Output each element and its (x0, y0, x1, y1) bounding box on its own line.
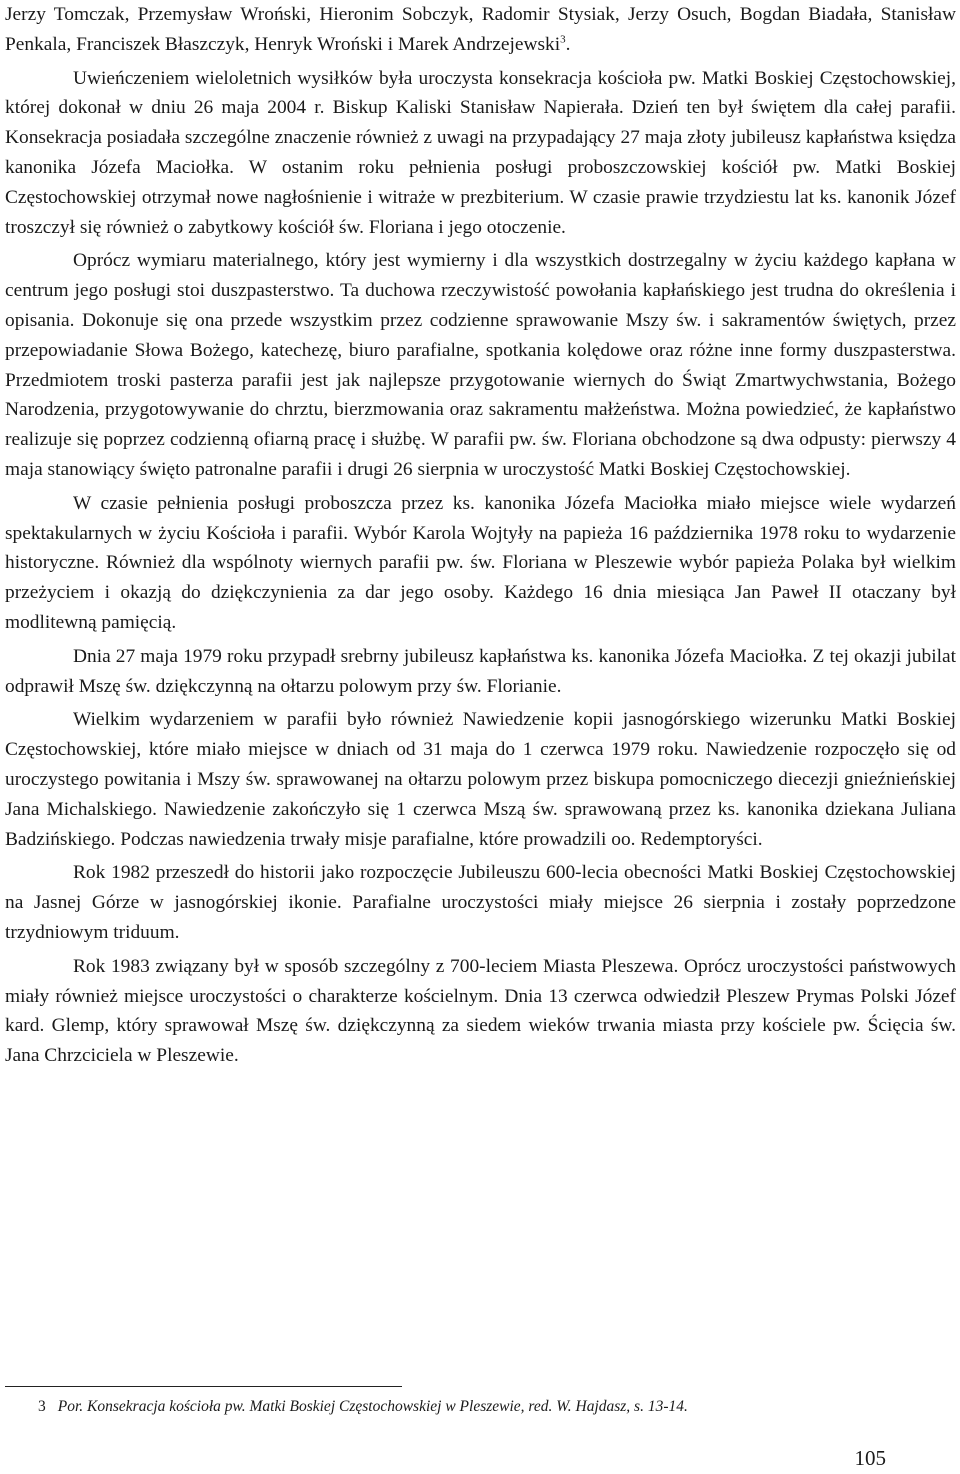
paragraph: Wielkim wydarzeniem w parafii było również Nawiedzenie kopii jasnogórskiego wizerunku Matki Boskiej Częstochowskiej, które miało miejsce w dniach od 31 maja do 1 czerwca 1979 roku. Nawiedzenie rozpoczęło się od uroczystego powitania i Mszy św. sprawowanej na ołtarzu polowym przez biskupa pomocniczego diecezji gnieźnieńskiej Jana Michalskiego. Nawiedzenie zakończyło się 1 czerwca Mszą św. sprawowaną przez ks. kanonika dziekana Juliana Badzińskiego. Podczas nawiedzenia trwały misje parafialne, które prowadzili oo. Redemptoryści. (5, 709, 956, 850)
main-text (5, 0, 956, 1071)
paragraph-text-tail: . (565, 33, 571, 55)
footnote-divider (5, 1386, 402, 1387)
paragraph: Rok 1982 przeszedł do historii jako rozpoczęcie Jubileuszu 600-lecia obecności Matki Boskiej Częstochowskiej na Jasnej Górze w jasnogórskiej ikonie. Parafialne uroczystości miały miejsce 26 sierpnia i zostały poprzedzone trzydniowym triduum. (5, 862, 956, 943)
paragraph: Dnia 27 maja 1979 roku przypadł srebrny jubileusz kapłaństwa ks. kanonika Józefa Maciołka. Z tej okazji jubilat odprawił Mszę św. dziękczynną na ołtarzu polowym przy św. Florianie. (5, 645, 956, 697)
footnote-reference: 3 (560, 33, 566, 46)
paragraph: Rok 1983 związany był w sposób szczególny z 700-leciem Miasta Pleszewa. Oprócz uroczystości państwowych miały również miejsce uroczystości o charakterze kościelnym. Dnia 13 czerwca odwiedził Pleszew Prymas Polski Józef kard. Glemp, który sprawował Mszę św. dziękczynną za siedem wieków trwania miasta przy kościele pw. Ścięcia św. Jana Chrzciciela w Pleszewie. (5, 955, 956, 1067)
paragraph: Uwieńczeniem wieloletnich wysiłków była uroczysta konsekracja kościoła pw. Matki Boskiej Częstochowskiej, której dokonał w dniu 26 maja 2004 r. Biskup Kaliski Stanisław Napierała. Dzień ten był świętem dla całej parafii. Konsekracja posiadała szczególne znaczenie również z uwagi na przypadający 27 maja złoty jubileusz kapłaństwa księdza kanonika Józefa Maciołka. W ostanim roku pełnienia posługi proboszczowskiej kościół pw. Matki Boskiej Częstochowskiej otrzymał nowe nagłośnienie i witraże w prezbiterium. W czasie prawie trzydziestu lat ks. kanonik Józef troszczył się również o zabytkowy kościół św. Floriana i jego otoczenie. (5, 67, 956, 238)
paragraph-text: Jerzy Tomczak, Przemysław Wroński, Hieronim Sobczyk, Radomir Stysiak, Jerzy Osuch, Bogdan Biadała, Stanisław Penkala, Franciszek Błaszczyk, Henryk Wroński i Marek Andrzejewski (5, 4, 956, 55)
footnote-text: Por. Konsekracja kościoła pw. Matki Boskiej Częstochowskiej w Pleszewie, red. W. Hajdasz, s. 13-14. (57, 1398, 688, 1415)
page-body (5, 0, 956, 1071)
page-number: 105 (854, 1446, 886, 1470)
paragraph: W czasie pełnienia posługi proboszcza przez ks. kanonika Józefa Maciołka miało miejsce wiele wydarzeń spektakularnych w życiu Kościoła i parafii. Wybór Karola Wojtyły na papieża 16 października 1978 roku to wydarzenie historyczne. Również dla wspólnoty wiernych parafii pw. św. Floriana w Pleszewie wybór papieża Polaka był wielkim przeżyciem i okazją do dziękczynienia za dar jego osoby. Każdego 16 dnia miesiąca Jan Paweł II otaczany był modlitewną pamięcią. (5, 492, 956, 633)
paragraph (5, 0, 956, 60)
paragraph: Oprócz wymiaru materialnego, który jest wymierny i dla wszystkich dostrzegalny w życiu każdego kapłana w centrum jego posługi stoi duszpasterstwo. Ta duchowa rzeczywistość powołania kapłańskiego jest trudna do określenia i opisania. Dokonuje się ona przede wszystkim przez codzienne sprawowanie Mszy św. i sakramentów świętych, przez przepowiadanie Słowa Bożego, katechezę, biuro parafialne, spotkania kolędowe oraz różne inne formy duszpasterstwa. Przedmiotem troski pasterza parafii jest jak najlepsze przygotowanie wiernych do Świąt Zmartwychwstania, Bożego Narodzenia, przygotowywanie do chrztu, bierzmowania oraz sakramentu małżeństwa. Można powiedzieć, że kapłaństwo realizuje się poprzez codzienną ofiarną pracę i służbę. W parafii pw. św. Floriana obchodzone są dwa odpusty: pierwszy 4 maja stanowiący święto patronalne parafii i drugi 26 sierpnia w uroczystość Matki Boskiej Częstochowskiej. (5, 250, 956, 480)
footnote (38, 1397, 938, 1417)
footnote-number: 3 (38, 1398, 46, 1415)
